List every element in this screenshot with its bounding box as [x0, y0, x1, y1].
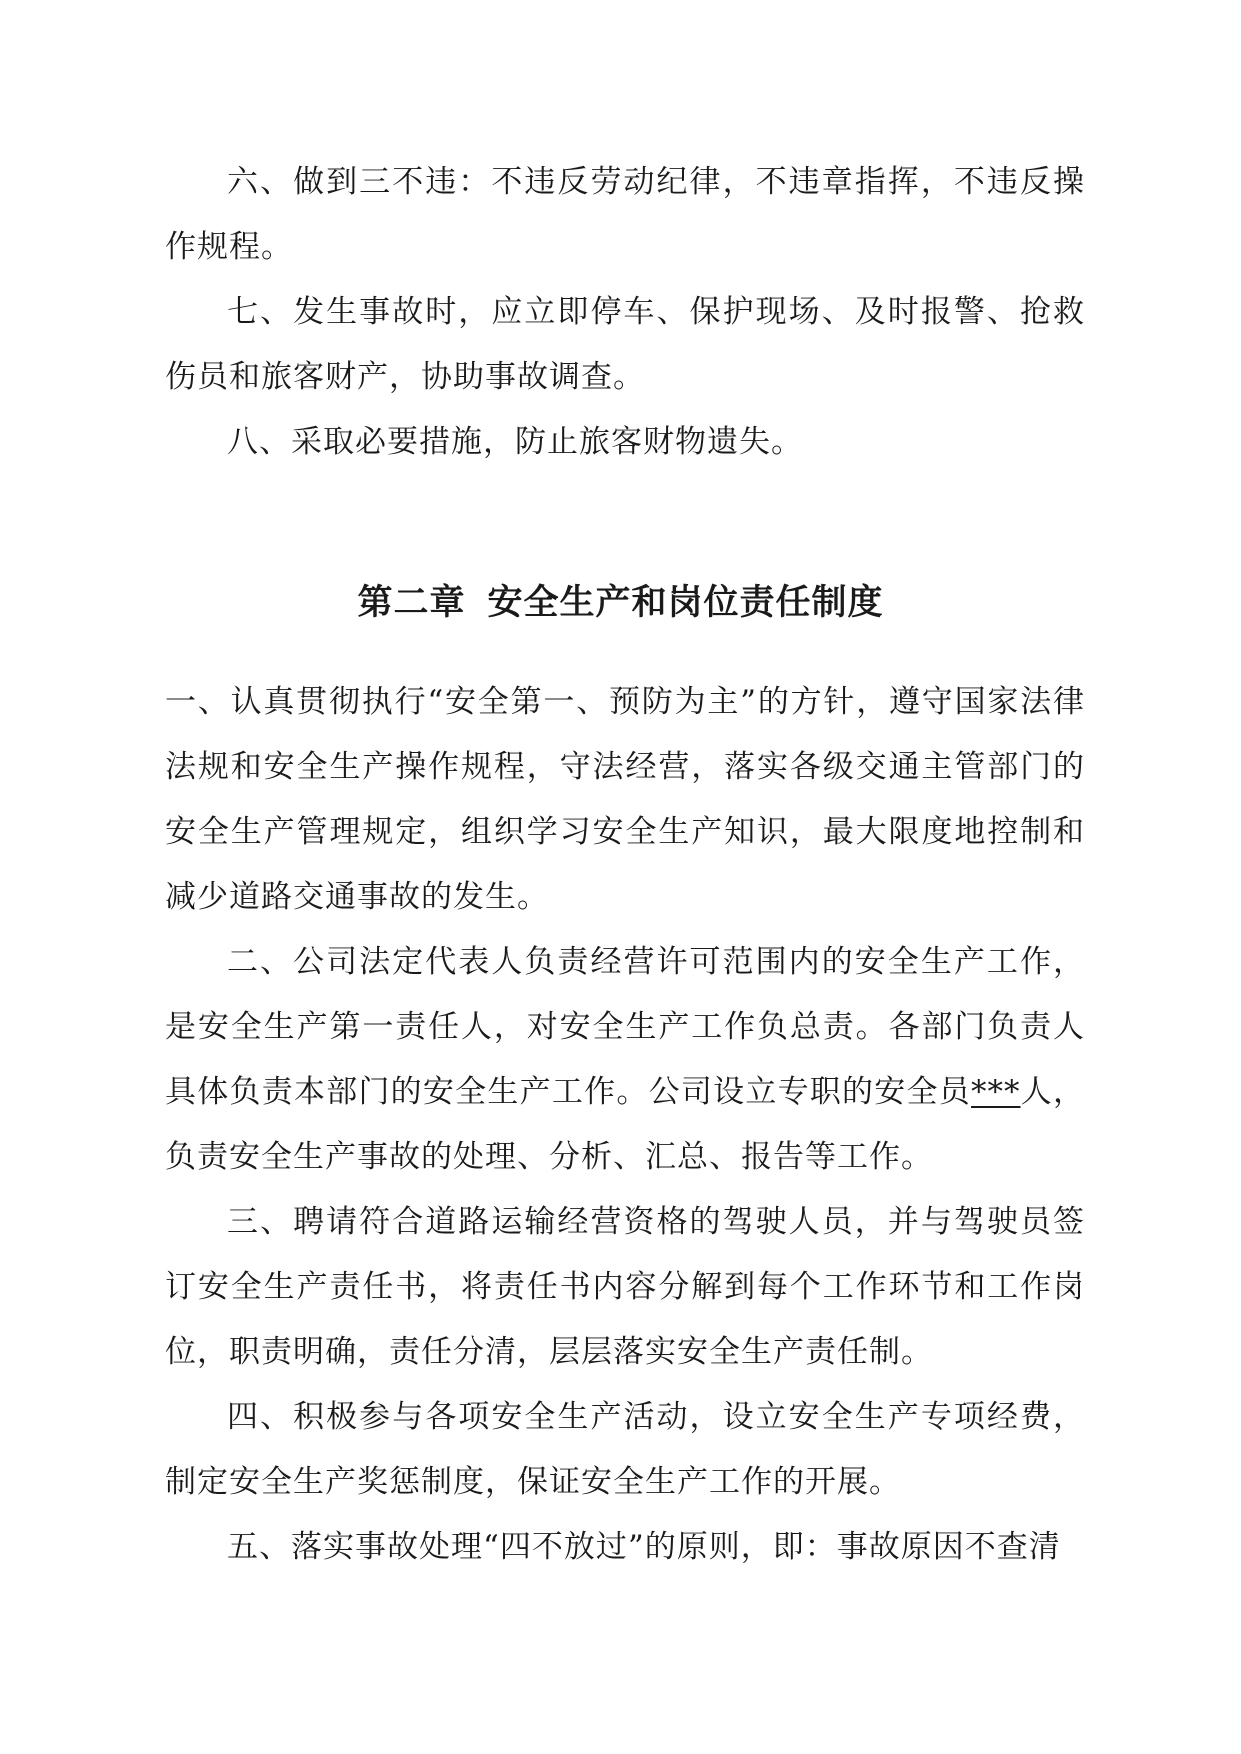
paragraph-five: 五、落实事故处理“四不放过”的原则，即：事故原因不查清	[227, 1529, 1061, 1565]
chapter-number: 第二章	[357, 583, 466, 623]
chapter-name: 安全生产和岗位责任制度	[487, 583, 884, 623]
paragraph-two	[165, 930, 1085, 1190]
paragraph-two-end: 人，负责安全生产事故的处理、分析、汇总、报告等工作。	[165, 1074, 1086, 1175]
paragraph-six: 六、做到三不违：不违反劳动纪律，不违章指挥，不违反操作规程。	[165, 164, 1085, 265]
paragraph-one: 一、认真贯彻执行“安全第一、预防为主”的方针，遵守国家法律法规和安全生产操作规程，守法经营，落实各级交通主管部门的安全生产管理规定，组织学习安全生产知识，最大限度地控制和减少道路交通事故的发生。	[165, 684, 1085, 915]
paragraph-seven: 七、发生事故时，应立即停车、保护现场、及时报警、抢救伤员和旅客财产，协助事故调查。	[165, 294, 1085, 395]
bottom-text-section	[165, 670, 1085, 1580]
chapter-title	[0, 578, 1241, 628]
paragraph-four: 四、积极参与各项安全生产活动，设立安全生产专项经费，制定安全生产奖惩制度，保证安全生产工作的开展。	[165, 1399, 1085, 1500]
top-text-section	[165, 150, 1085, 475]
paragraph-eight: 八、采取必要措施，防止旅客财物遗失。	[227, 424, 803, 460]
paragraph-two-start: 二、公司法定代表人负责经营许可范围内的安全生产工作，是安全生产第一责任人，对安全生产工作负总责。各部门负责人具体负责本部门的安全生产工作。公司设立专职的安全员	[165, 944, 1085, 1110]
paragraph-three: 三、聘请符合道路运输经营资格的驾驶人员，并与驾驶员签订安全生产责任书，将责任书内容分解到每个工作环节和工作岗位，职责明确，责任分清，层层落实安全生产责任制。	[165, 1204, 1085, 1370]
safety-officer-count-blank: ***	[971, 1074, 1021, 1110]
